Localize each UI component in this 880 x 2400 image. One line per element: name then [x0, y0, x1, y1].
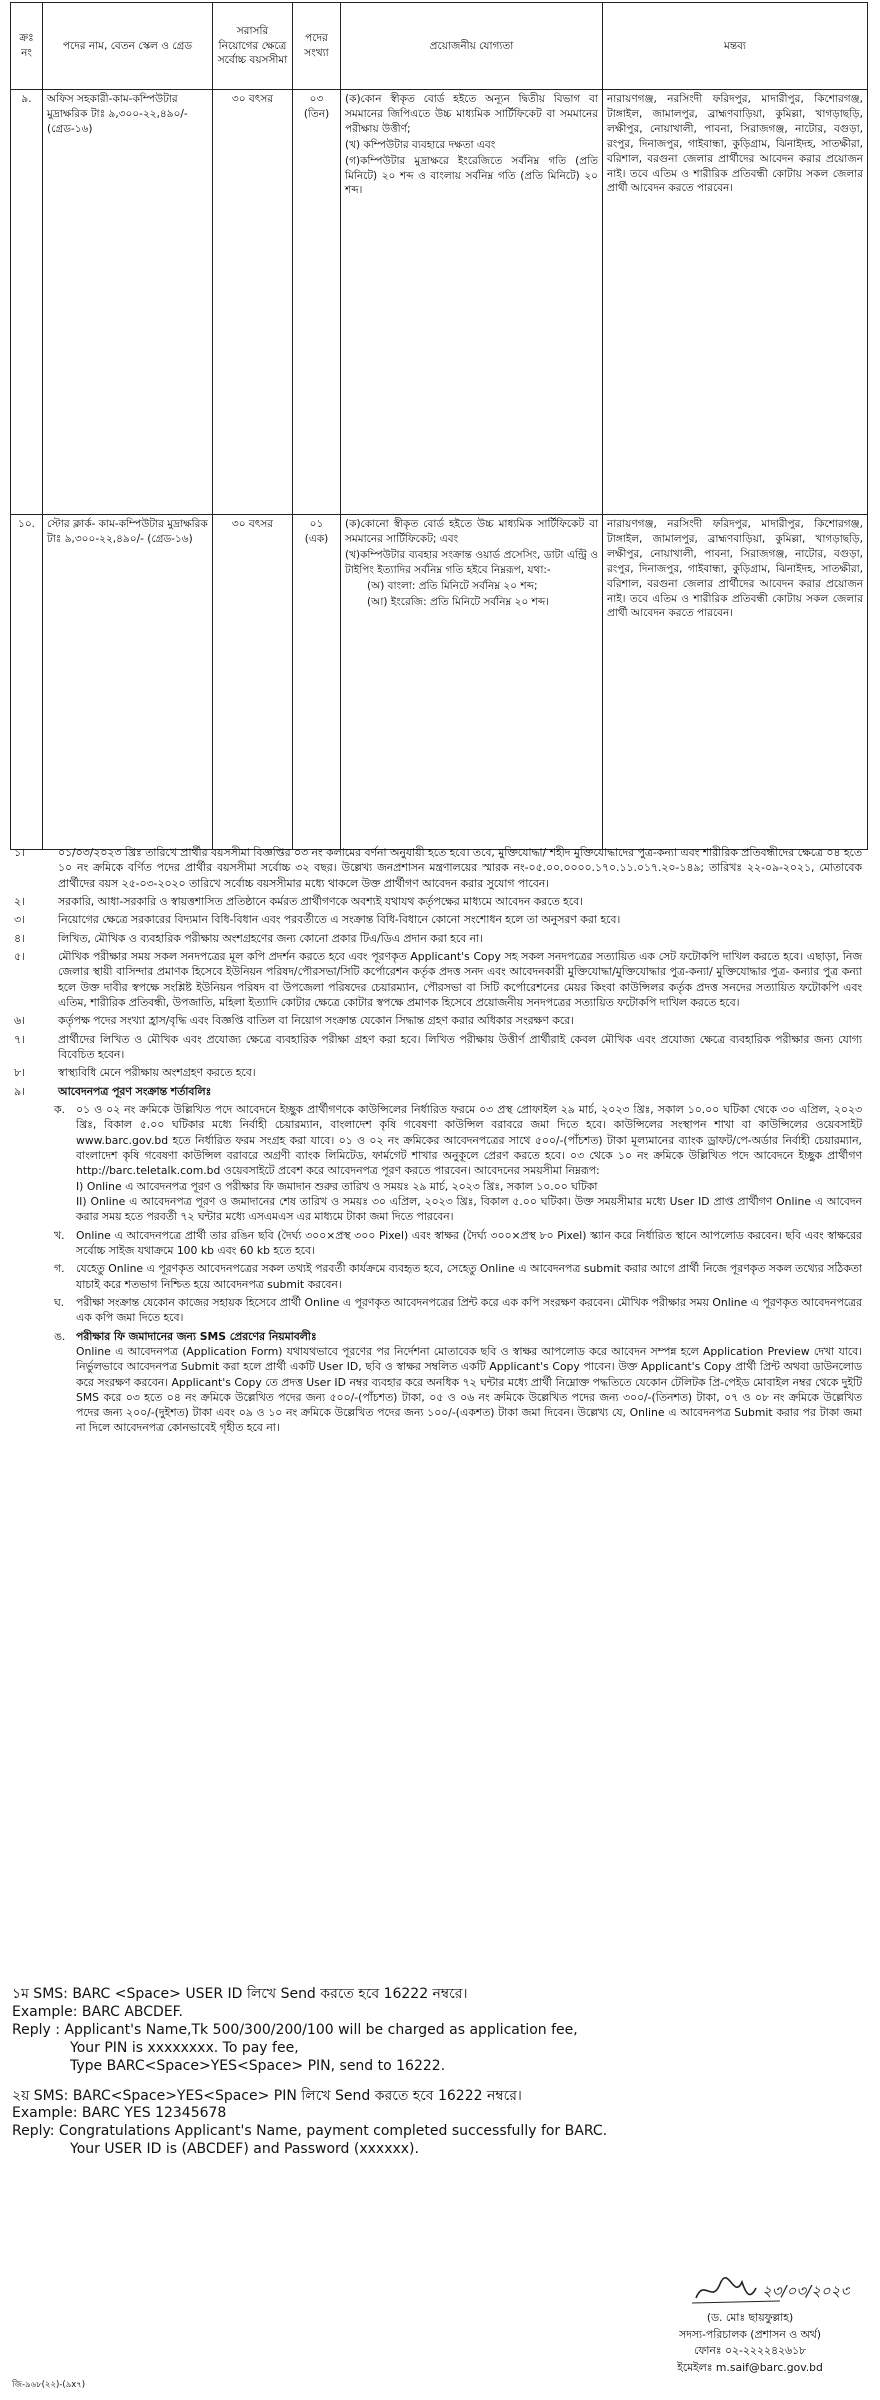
table-row — [11, 90, 868, 515]
first-sms-reply-type: Type BARC<Space>YES<Space> PIN, send to 16222. — [70, 2057, 446, 2074]
qualification-item: (আ) ইংরেজি: প্রতি মিনিটে সর্বনিম্ন ২০ শব্দ। — [367, 595, 549, 608]
row-count: ০১ (এক) — [293, 515, 341, 850]
rule-period-end: II) Online এ আবেদনপত্র পূরণ ও জমাদানের শেষ তারিখ ও সময়ঃ ৩০ এপ্রিল, ২০২৩ খ্রিঃ, বিকাল ৫.০০ ঘটিকা। উক্ত সময়সীমার মধ্যে User ID প্রাপ্ত প্রার্থীগণ Online এ আবেদন করার সময় হতে পরবর্তী ৭২ ঘন্টার মধ্যে এসএমএস এর মাধ্যমে টাকা জমা দিতে পারবেন। — [76, 1194, 862, 1224]
condition-number: ৬। — [14, 1014, 25, 1028]
row-qualification — [341, 90, 603, 515]
first-sms-reply: Reply : Applicant's Name,Tk 500/300/200/100 will be charged as application fee, — [12, 2021, 578, 2038]
first-sms-example: Example: BARC ABCDEF. — [12, 2003, 183, 2020]
second-sms: ২য় SMS: BARC<Space>YES<Space> PIN লিখে Send করতে হবে 16222 নম্বরে। — [12, 2087, 522, 2104]
header-qualification: প্রয়োজনীয় যোগ্যতা — [341, 3, 603, 90]
condition-text: ০১/০৩/২০২৩ খ্রিঃ তারিখে প্রার্থীর বয়সসীমা বিজ্ঞপ্তির ০৩ নং কলামের বর্ণনা অনুযায়ী হতে হবে। তবে, মুক্তিযোদ্ধা/ শহীদ মুক্তিযোদ্ধাদের পুত্র-কন্যা এবং শারীরিক প্রতিবন্ধীদের ক্ষেত্রে ০৪ হতে ১০ নং ক্রমিকে বর্ণিত পদের প্রার্থীর বয়সসীমা সর্বোচ্চ ৩২ বছর। উল্লেখ্য জনপ্রশাসন মন্ত্রণালয়ের স্মারক নং-০৫.০০.০০০০.১৭০.১১.০১৭.২০-১৪৯; তারিখঃ ২২-০৯-২০২১, মোতাবেক প্রার্থীদের বয়স ২৫-০৩-২০২০ তারিখে সর্বোচ্চ বয়সসীমার মধ্যে থাকলে উক্ত প্রার্থীগণ আবেদন করার সুযোগ পাবেন। — [58, 846, 862, 890]
header-no: ক্রঃ নং — [11, 3, 43, 90]
condition-text: প্রার্থীদের লিখিত ও মৌখিক এবং প্রযোজ্য ক্ষেত্রে ব্যবহারিক পরীক্ষা গ্রহণ করা হবে। লিখিত পরীক্ষায় উত্তীর্ণ প্রার্থীরাই কেবল মৌখিক এবং প্রযোজ্য ক্ষেত্রে ব্যবহারিক পরীক্ষার জন্য যোগ্য বিবেচিত হবেন। — [58, 1032, 862, 1061]
row-post-name: অফিস সহকারী-কাম-কম্পিউটার মুদ্রাক্ষরিক টাঃ ৯,৩০০-২২,৪৯০/- (গ্রেড-১৬) — [43, 90, 213, 515]
condition-text: নিয়োগের ক্ষেত্রে সরকারের বিদ্যমান বিধি-বিধান এবং পরবর্তীতে এ সংক্রান্ত বিধি-বিধানে কোনো সংশোধন হলে তা অনুসরণ করা হবে। — [58, 913, 621, 927]
condition-text: লিখিত, মৌখিক ও ব্যবহারিক পরীক্ষায় অংশগ্রহণের জন্য কোনো প্রকার টিএ/ডিএ প্রদান করা হবে না। — [58, 931, 484, 945]
row-post-name: স্টোর ক্লার্ক- কাম-কম্পিউটার মুদ্রাক্ষরিক টাঃ ৯,৩০০-২২,৪৯০/- (গ্রেড-১৬) — [43, 515, 213, 850]
condition-item — [10, 1084, 868, 1099]
signatory-block — [630, 2310, 870, 2377]
rule-number: ঙ. — [54, 1329, 66, 1343]
rule-number: ক. — [54, 1102, 65, 1116]
apply-rule-ga — [54, 1261, 868, 1292]
qualification-item: (অ) বাংলা: প্রতি মিনিটে সর্বনিম্ন ২০ শব্দ; — [367, 579, 538, 592]
rule-number: ঘ. — [54, 1295, 65, 1309]
first-sms: ১ম SMS: BARC <Space> USER ID লিখে Send করতে হবে 16222 নম্বরে। — [12, 1986, 468, 2002]
rule-text: ০১ ও ০২ নং ক্রমিকে উল্লিখিত পদে আবেদনে ইচ্ছুক প্রার্থীগণকে কাউন্সিলের নির্ধারিত ফরমে ০৩ প্রস্থ প্রোফাইল ২৯ মার্চ, ২০২৩ খ্রিঃ, সকাল ১০.০০ ঘটিকা থেকে ৩০ এপ্রিল, ২০২৩ খ্রিঃ, বিকাল ৫.০০ ঘটিকার মধ্যে নির্বাহী চেয়ারম্যান, বাংলাদেশ কৃষি গবেষণা কাউন্সিল বরাবরে জমা দিতে হবে। কাউন্সিলের সংস্থাপন শাখা বা কাউন্সিলের ওয়েবসাইট www.barc.gov.bd হতে নির্ধারিত ফরম সংগ্রহ করা যাবে। ০১ ও ০২ নং ক্রমিকের আবেদনপত্রের সাথে ৫০০/-(পাঁচশত) টাকা মূল্যমানের ব্যাংক ড্রাফট/পে-অর্ডার নির্বাহী চেয়ারম্যান, বাংলাদেশ কৃষি গবেষণা কাউন্সিল বরাবরে অগ্রণী ব্যাংক লিমিটেড, ফার্মগেট শাখার অনুকূলে প্রেরণ করতে হবে। ০৩ থেকে ১০ নং ক্রমিকে উল্লিখিত পদে আবেদনে ইচ্ছুক প্রার্থীগণ http://barc.teletalk.com.bd ওয়েবসাইটে প্রবেশ করে আবেদনপত্র পূরণ করতে পারবেন। আবেদনের সময়সীমা নিম্নরূপ: — [76, 1102, 862, 1178]
condition-text: কর্তৃপক্ষ পদের সংখ্যা হ্রাস/বৃদ্ধি এবং বিজ্ঞপ্তি বাতিল বা নিয়োগ সংক্রান্ত যেকোন সিদ্ধান্ত গ্রহণ করার অধিকার সংরক্ষণ করে। — [58, 1014, 574, 1028]
rule-text: পরীক্ষা সংক্রান্ত যেকোন কাজের সহায়ক হিসেবে প্রার্থী Online এ পূরণকৃত আবেদনপত্রের প্রিন্ট করে এক কপি সংরক্ষণ করবেন। মৌখিক পরীক্ষার সময় Online এ পূরণকৃত আবেদনপত্রের এক কপি জমা দিতে হবে। — [76, 1295, 862, 1325]
row-count: ০৩ (তিন) — [293, 90, 341, 515]
condition-item — [10, 912, 868, 927]
row-no: ১০. — [11, 515, 43, 850]
reference-code: জি-৯৬৮(২২)-(৯x৭) — [12, 2380, 86, 2390]
condition-number: ৫। — [14, 949, 25, 963]
sms-instructions — [12, 1986, 862, 2159]
row-remarks: নারায়ণগঞ্জ, নরসিংদী ফরিদপুর, মাদারীপুর, কিশোরগঞ্জ, টাঙ্গাইল, জামালপুর, ব্রাহ্মণবাড়িয়া, কুমিল্লা, খাগড়াছড়ি, লক্ষীপুর, নোয়াখালী, পাবনা, সিরাজগঞ্জ, নাটোর, বগুড়া, রংপুর, দিনাজপুর, গাইবান্ধা, কুড়িগ্রাম, ঝিনাইদহ, সাতক্ষীরা, বরিশাল, বরগুনা জেলার প্রার্থীদের আবেদন করার প্রয়োজন নাই। তবে এতিম ও শারীরিক প্রতিবন্ধী কোটায় সকল জেলার প্রার্থী আবেদন করতে পারবেন। — [603, 515, 868, 850]
condition-item — [10, 1013, 868, 1028]
second-sms-reply-credentials: Your USER ID is (ABCDEF) and Password (xxxxxx). — [70, 2141, 419, 2158]
signature-image — [690, 2270, 850, 2310]
table-header-row — [11, 3, 868, 90]
signatory-name: (ড. মোঃ ছায়ফুল্লাহ) — [706, 2311, 794, 2324]
row-qualification — [341, 515, 603, 850]
condition-number: ৮। — [14, 1066, 25, 1080]
rule-number: গ. — [54, 1262, 65, 1276]
condition-item — [10, 1032, 868, 1063]
condition-number: ৭। — [14, 1032, 25, 1046]
condition-number: ২। — [14, 894, 25, 908]
header-count: পদের সংখ্যা — [293, 3, 341, 90]
qualification-item: (খ) কম্পিউটার ব্যবহারে দক্ষতা এবং — [345, 138, 496, 151]
signatory-designation: সদস্য-পরিচালক (প্রশাসন ও অর্থ) — [678, 2327, 822, 2341]
conditions-list — [10, 845, 868, 1439]
qualification-item: (গ)কম্পিউটার মুদ্রাক্ষরে ইংরেজিতে সর্বনিম্ন গতি (প্রতি মিনিটে) ২০ শব্দ ও বাংলায় সর্বনিম্ন গতি (প্রতি মিনিটে) ২০ শব্দ। — [345, 154, 598, 197]
apply-rule-kha — [54, 1228, 868, 1259]
row-age: ৩০ বৎসর — [213, 515, 293, 850]
rule-text: Online এ আবেদনপত্র (Application Form) যথাযথভাবে পূরণের পর নির্দেশনা মোতাবেক ছবি ও স্বাক্ষর আপলোড করে আবেদন সম্পন্ন হলে Application Preview দেখা যাবে। নির্ভুলভাবে আবেদনপত্র Submit করা হলে প্রার্থী একটি User ID, ছবি ও স্বাক্ষর সম্বলিত একটি Applicant's Copy পাবেন। উক্ত Applicant's Copy প্রার্থী প্রিন্ট অথবা ডাউনলোড করে সংরক্ষণ করবেন। Applicant's Copy তে প্রদত্ত User ID নম্বর ব্যবহার করে অনধিক ৭২ ঘন্টার মধ্যে প্রার্থী নিম্নোক্ত পদ্ধতিতে যেকোন টেলিটক প্রি-পেইড মোবাইল নম্বর থেকে দুইটি SMS করে ০৩ হতে ০৪ নং ক্রমিকে উল্লেখিত পদের জন্য ৫০০/-(পাঁচশত) টাকা, ০৫ ও ০৬ নং ক্রমিকে উল্লেখিত পদের জন্য ৩০০/-(তিনশত) টাকা, ০৭ ও ০৮ নং ক্রমিকে উল্লেখিত পদের জন্য ২০০/-(দুইশত) টাকা এবং ০৯ ও ১০ নং ক্রমিকে উল্লেখিত পদের জন্য ১০০/-(একশত) টাকা জমা দিবেন। উল্লেখ্য যে, Online এ আবেদনপত্র Submit করার পর টাকা জমা না দিলে আবেদনপত্র কোনভাবেই গৃহীত হবে না। — [76, 1344, 862, 1435]
row-remarks: নারায়ণগঞ্জ, নরসিংদী ফরিদপুর, মাদারীপুর, কিশোরগঞ্জ, টাঙ্গাইল, জামালপুর, ব্রাহ্মণবাড়িয়া, কুমিল্লা, খাগড়াছড়ি, লক্ষীপুর, নোয়াখালী, পাবনা, সিরাজগঞ্জ, নাটোর, বগুড়া, রংপুর, দিনাজপুর, গাইবান্ধা, কুড়িগ্রাম, ঝিনাইদহ, সাতক্ষীরা, বরিশাল, বরগুনা জেলার প্রার্থীদের আবেদন করার প্রয়োজন নাই। তবে এতিম ও শারীরিক প্রতিবন্ধী কোটায় সকল জেলার প্রার্থী আবেদন করতে পারবেন। — [603, 90, 868, 515]
row-age: ৩০ বৎসর — [213, 90, 293, 515]
condition-text: সরকারি, আধা-সরকারি ও স্বায়ত্তশাসিত প্রতিষ্ঠানে কর্মরত প্রার্থীগণকে অবশ্যই যথাযথ কর্তৃপক্ষের মাধ্যমে আবেদন করতে হবে। — [58, 894, 583, 908]
posts-table — [10, 2, 868, 850]
apply-rule-ka — [54, 1102, 868, 1225]
rule-text: যেহেতু Online এ পূরণকৃত আবেদনপত্রের সকল তথ্যই পরবর্তী কার্যক্রমে ব্যবহৃত হবে, সেহেতু Online এ আবেদনপত্র submit করার আগে প্রার্থী নিজে পূরণকৃত সকল তথ্যের সঠিকতা যাচাই করে শতভাগ নিশ্চিত হয়ে আবেদনপত্র submit করবেন। — [76, 1262, 862, 1291]
condition-text: মৌখিক পরীক্ষার সময় সকল সনদপত্রের মূল কপি প্রদর্শন করতে হবে এবং পূরণকৃত Applicant's Copy সহ সকল সনদপত্রের সত্যায়িত এক সেট ফটোকপি দাখিল করতে হবে। এছাড়া, নিজ জেলার স্থায়ী বাসিন্দার প্রমাণক হিসেবে ইউনিয়ন পরিষদ/পৌরসভা/সিটি কর্পোরেশন কর্তৃক প্রদত্ত সনদ এবং আবেদনকারী মুক্তিযোদ্ধা/মুক্তিযোদ্ধার পুত্র-কন্যা/ মুক্তিযোদ্ধার পুত্র- কন্যার পুত্র কন্যা হলে উক্ত দাবীর স্বপক্ষে সংশ্লিষ্ট ইউনিয়ন পরিষদ বা উপজেলা পরিষদের চেয়ারম্যান, পৌরসভা বা সিটি কর্পোরেশনের মেয়র কিংবা কাউন্সিলর কর্তৃক প্রদত্ত সনদের সত্যায়িত ফটোকপি এবং এতিম, শারীরিক প্রতিবন্ধী, উপজাতি, মহিলা ইত্যাদি কোটার ক্ষেত্রে কোটার স্বপক্ষে প্রমাণক হিসেবে প্রয়োজনীয় সনদপত্রের সত্যায়িত ফটোকপি দাখিল করতে হবে। — [58, 949, 862, 1009]
first-sms-reply-pin: Your PIN is xxxxxxxx. To pay fee, — [70, 2039, 299, 2056]
rule-period-start: I) Online এ আবেদনপত্র পূরণ ও পরীক্ষার ফি জমাদান শুরুর তারিখ ও সময়ঃ ২৯ মার্চ, ২০২৩ খ্রিঃ, সকাল ১০.০০ ঘটিকা — [76, 1179, 598, 1193]
condition-number: ৯। — [14, 1084, 25, 1098]
header-remarks: মন্তব্য — [603, 3, 868, 90]
condition-item — [10, 845, 868, 891]
second-sms-example: Example: BARC YES 12345678 — [12, 2105, 227, 2122]
condition-text: স্বাস্থ্যবিধি মেনে পরীক্ষায় অংশগ্রহণ করতে হবে। — [58, 1066, 256, 1080]
rule-number: খ. — [54, 1228, 65, 1242]
condition-item — [10, 949, 868, 1010]
apply-rule-gha — [54, 1295, 868, 1326]
condition-number: ৩। — [14, 913, 25, 927]
condition-text: আবেদনপত্র পূরণ সংক্রান্ত শর্তাবলিঃ — [58, 1084, 212, 1098]
qualification-item: (ক)কোনো স্বীকৃত বোর্ড হইতে উচ্চ মাধ্যমিক সার্টিফিকেট বা সমমানের সার্টিফিকেট; এবং — [345, 518, 598, 545]
signatory-phone: ফোনঃ ০২-২২২২৪২৬১৮ — [693, 2344, 807, 2358]
qualification-item: (ক)কোন স্বীকৃত বোর্ড হইতে অন্যূন দ্বিতীয় বিভাগ বা সমমানের জিপিএতে উচ্চ মাধ্যমিক সার্টিফিকেট বা সমমানের পরীক্ষায় উত্তীর্ণ; — [345, 93, 598, 135]
signatory-email: ইমেইলঃ m.saif@barc.gov.bd — [677, 2361, 823, 2375]
condition-number: ৪। — [14, 931, 25, 945]
second-sms-reply: Reply: Congratulations Applicant's Name, payment completed successfully for BARC. — [12, 2123, 608, 2140]
row-no: ৯. — [11, 90, 43, 515]
condition-number: ১। — [14, 846, 25, 859]
condition-item — [10, 931, 868, 946]
apply-rule-umo — [54, 1329, 868, 1436]
qualification-item: (খ)কম্পিউটার ব্যবহার সংক্রান্ত ওয়ার্ড প্রসেসিং, ডাটা এন্ট্রি ও টাইপিং ইত্যাদির সর্বনিম্ন গতি হইবে নিম্নরূপ, যথা:- — [345, 548, 598, 576]
condition-item — [10, 894, 868, 909]
table-row — [11, 515, 868, 850]
header-name: পদের নাম, বেতন স্কেল ও গ্রেড — [43, 3, 213, 90]
header-age: সরাসরি নিয়োগের ক্ষেত্রে সর্বোচ্চ বয়সসীমা — [213, 3, 293, 90]
condition-item — [10, 1065, 868, 1080]
rule-text: Online এ আবেদনপত্রে প্রার্থী তার রঙিন ছবি (দৈর্ঘ্য ৩০০×প্রস্থ ৩০০ Pixel) এবং স্বাক্ষর (দৈর্ঘ্য ৩০০×প্রস্থ ৮০ Pixel) স্ক্যান করে নির্ধারিত স্থানে আপলোড করবেন। ছবি এবং স্বাক্ষরের সর্বোচ্চ সাইজ যথাক্রমে 100 kb এবং 60 kb হতে হবে। — [76, 1228, 862, 1257]
signature-date: ২৩/০৩/২০২৩ — [762, 2282, 850, 2300]
rule-heading: পরীক্ষার ফি জমাদানের জন্য SMS প্রেরণের নিয়মাবলীঃ — [76, 1329, 317, 1343]
